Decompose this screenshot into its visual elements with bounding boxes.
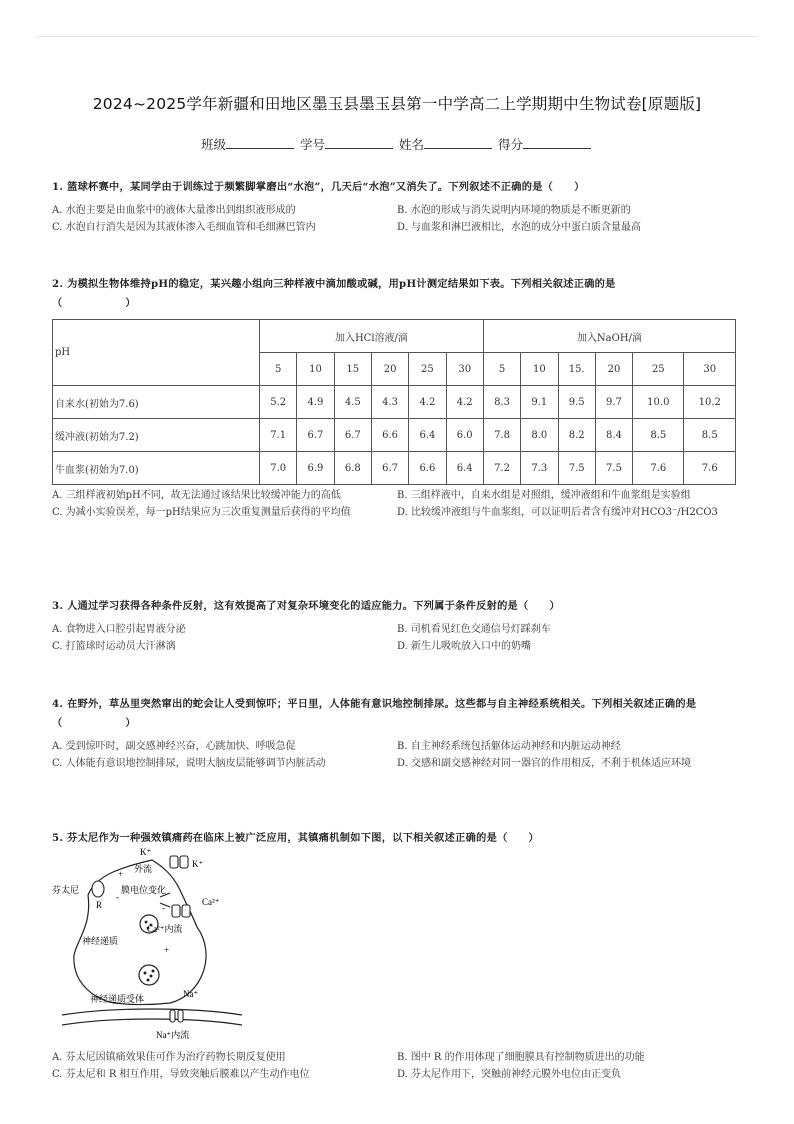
naoh-drops-cell: 25: [633, 353, 684, 386]
table-corner-cell: pH: [53, 320, 260, 386]
table-cell: 8.5: [633, 419, 684, 452]
table-cell: 6.7: [334, 419, 371, 452]
table-cell: 9.1: [521, 386, 558, 419]
question-3-option-a[interactable]: A. 食物进入口腔引起胃液分泌: [52, 624, 186, 635]
question-1-option-b[interactable]: B. 水泡的形成与消失说明内环境的物质是不断更新的: [397, 205, 631, 216]
table-cell: 7.3: [521, 452, 558, 485]
header-divider: [36, 36, 758, 37]
question-5-option-b[interactable]: B. 图中 R 的作用体现了细胞膜具有控制物质进出的功能: [397, 1052, 645, 1063]
naoh-drops-cell: 30: [684, 353, 736, 386]
question-4-options: [52, 739, 742, 771]
table-cell: 4.2: [446, 386, 483, 419]
question-1-stem: 1. 篮球杯赛中，某同学由于训练过于频繁脚掌磨出“水泡”，几天后“水泡”又消失了。下列叙述不正确的是（ ）: [52, 181, 585, 193]
table-cell: 6.4: [409, 419, 446, 452]
synapse-diagram: [52, 845, 252, 1055]
hcl-drops-cell: 25: [409, 353, 446, 386]
table-cell: 6.4: [446, 452, 483, 485]
table-cell: 4.2: [409, 386, 446, 419]
name-label: 姓名: [398, 137, 424, 152]
hcl-group-header: 加入HCl溶液/滴: [260, 320, 484, 353]
question-1: [52, 178, 742, 235]
na-influx-label: Na⁺内流: [156, 1030, 190, 1040]
table-cell: 6.7: [371, 452, 408, 485]
k-top-label: K⁺: [140, 847, 152, 857]
student-id-label: 学号: [299, 137, 325, 152]
question-1-option-c[interactable]: C. 水泡自行消失是因为其液体渗入毛细血管和毛细淋巴管内: [52, 222, 316, 233]
hcl-drops-cell: 15: [334, 353, 371, 386]
naoh-drops-cell: 5: [483, 353, 520, 386]
question-5-option-d[interactable]: D. 芬太尼作用下，突触前神经元膜外电位由正变负: [397, 1069, 622, 1080]
plus-sign-label: +: [164, 945, 170, 955]
question-4-option-b[interactable]: B. 自主神经系统包括躯体运动神经和内脏运动神经: [397, 741, 621, 752]
table-row: [53, 419, 736, 452]
question-4-stem: 4. 在野外，草丛里突然窜出的蛇会让人受到惊吓；平日里，人体能有意识地控制排尿。这些都与自主神经系统相关。下列相关叙述正确的是（ ）: [52, 698, 697, 729]
table-cell: 7.6: [684, 452, 736, 485]
table-header-row: [53, 320, 736, 353]
plus-sign-label: +: [118, 869, 124, 879]
question-5-option-a[interactable]: A. 芬太尼因镇痛效果佳可作为治疗药物长期反复使用: [52, 1052, 286, 1063]
table-cell: 8.5: [684, 419, 736, 452]
table-cell: 7.0: [260, 452, 297, 485]
question-4: [52, 695, 742, 771]
student-info-line: [0, 135, 794, 153]
table-cell: 10.2: [684, 386, 736, 419]
table-cell: 6.9: [297, 452, 334, 485]
question-2-option-c[interactable]: C. 为减小实验误差，每一pH结果应为三次重复测量后获得的平均值: [52, 507, 351, 518]
student-id-field[interactable]: [325, 136, 393, 149]
k-side-label: K⁺: [192, 859, 204, 869]
efflux-label: 外流: [134, 864, 153, 874]
table-cell: 8.0: [521, 419, 558, 452]
table-cell: 4.5: [334, 386, 371, 419]
question-3: [52, 597, 742, 654]
row-label: 牛血浆(初始为7.0): [53, 452, 260, 485]
naoh-drops-cell: 10: [521, 353, 558, 386]
table-cell: 8.4: [595, 419, 632, 452]
naoh-group-header: 加入NaOH/滴: [483, 320, 735, 353]
question-2: [52, 275, 742, 520]
naoh-drops-cell: 15.: [558, 353, 595, 386]
question-3-option-d[interactable]: D. 新生儿吸吮放入口中的奶嘴: [397, 641, 532, 652]
table-cell: 7.1: [260, 419, 297, 452]
class-label: 班级: [200, 137, 226, 152]
question-3-option-c[interactable]: C. 打篮球时运动员大汗淋漓: [52, 641, 176, 652]
score-label: 得分: [497, 137, 523, 152]
question-2-option-b[interactable]: B. 三组样液中，自来水组是对照组，缓冲液组和牛血浆组是实验组: [397, 490, 691, 501]
table-cell: 7.8: [483, 419, 520, 452]
minus-sign-label: -: [162, 903, 165, 913]
row-label: 缓冲液(初始为7.2): [53, 419, 260, 452]
table-cell: 4.9: [297, 386, 334, 419]
question-2-option-d[interactable]: D. 比较缓冲液组与牛血浆组，可以证明后者含有缓冲对HCO3⁻/H2CO3: [397, 507, 718, 518]
minus-sign-label: -: [116, 892, 119, 902]
table-cell: 7.5: [558, 452, 595, 485]
question-3-option-b[interactable]: B. 司机看见红色交通信号灯踩刹车: [397, 624, 551, 635]
class-field[interactable]: [226, 136, 294, 149]
table-row: [53, 452, 736, 485]
score-field[interactable]: [523, 136, 591, 149]
question-1-options: [52, 203, 742, 235]
fentanyl-label: 芬太尼: [52, 885, 80, 895]
question-4-option-a[interactable]: A. 受到惊吓时，副交感神经兴奋，心跳加快、呼吸急促: [52, 741, 296, 752]
receptor-label: 神经递质受体: [90, 994, 145, 1004]
table-cell: 6.7: [297, 419, 334, 452]
table-cell: 7.5: [595, 452, 632, 485]
table-cell: 8.2: [558, 419, 595, 452]
question-1-option-a[interactable]: A. 水泡主要是由血浆中的液体大量渗出到组织液形成的: [52, 205, 296, 216]
r-label: R: [96, 900, 103, 910]
table-row: [53, 386, 736, 419]
table-cell: 6.6: [409, 452, 446, 485]
table-cell: 7.2: [483, 452, 520, 485]
table-cell: 9.7: [595, 386, 632, 419]
ca-influx-label: Ca²⁺内流: [147, 924, 183, 934]
question-1-option-d[interactable]: D. 与血浆和淋巴液相比，水泡的成分中蛋白质含量最高: [397, 222, 642, 233]
question-2-stem-line2: （ ）: [52, 297, 136, 309]
table-cell: 6.6: [371, 419, 408, 452]
table-cell: 4.3: [371, 386, 408, 419]
name-field[interactable]: [424, 136, 492, 149]
na-label: Na⁺: [183, 989, 199, 999]
question-3-options: [52, 622, 742, 654]
question-5-option-c[interactable]: C. 芬太尼和 R 相互作用，导致突触后膜难以产生动作电位: [52, 1069, 310, 1080]
naoh-drops-cell: 20: [595, 353, 632, 386]
membrane-change-label: 膜电位变化: [121, 885, 167, 895]
question-5-option-block: [52, 1050, 742, 1082]
question-4-option-d[interactable]: D. 交感和副交感神经对同一器官的作用相反，不利于机体适应环境: [397, 758, 692, 769]
table-cell: 6.0: [446, 419, 483, 452]
hcl-drops-cell: 20: [371, 353, 408, 386]
question-3-stem: 3. 人通过学习获得各种条件反射，这有效提高了对复杂环境变化的适应能力。下列属于条件反射的是（ ）: [52, 600, 560, 612]
ca-label: Ca²⁺: [202, 897, 220, 907]
hcl-drops-cell: 30: [446, 353, 483, 386]
table-cell: 9.5: [558, 386, 595, 419]
table-cell: 7.6: [633, 452, 684, 485]
question-2-option-a[interactable]: A. 三组样液初始pH不同，故无法通过该结果比较缓冲能力的高低: [52, 490, 341, 501]
transmitter-label: 神经递质: [82, 936, 119, 946]
table-cell: 5.2: [260, 386, 297, 419]
hcl-drops-cell: 5: [260, 353, 297, 386]
table-cell: 6.8: [334, 452, 371, 485]
row-label: 自来水(初始为7.6): [53, 386, 260, 419]
question-5-stem: 5. 芬太尼作为一种强效镇痛药在临床上被广泛应用，其镇痛机制如下图，以下相关叙述正确的是（ ）: [52, 832, 540, 844]
question-4-option-c[interactable]: C. 人体能有意识地控制排尿，说明大脑皮层能够调节内脏活动: [52, 758, 326, 769]
question-2-stem: [52, 275, 742, 313]
table-cell: 8.3: [483, 386, 520, 419]
question-2-stem-line1: 2. 为模拟生物体维持pH的稳定，某兴趣小组向三种样液中滴加酸或碱，用pH计测定结果如下表。下列相关叙述正确的是: [52, 278, 616, 290]
ph-data-table: [52, 319, 736, 485]
hcl-drops-cell: 10: [297, 353, 334, 386]
table-cell: 10.0: [633, 386, 684, 419]
question-5-options: [52, 1050, 742, 1082]
question-2-options: [52, 488, 742, 520]
page-title: 2024~2025学年新疆和田地区墨玉县墨玉县第一中学高二上学期期中生物试卷[原题版]: [92, 95, 702, 113]
